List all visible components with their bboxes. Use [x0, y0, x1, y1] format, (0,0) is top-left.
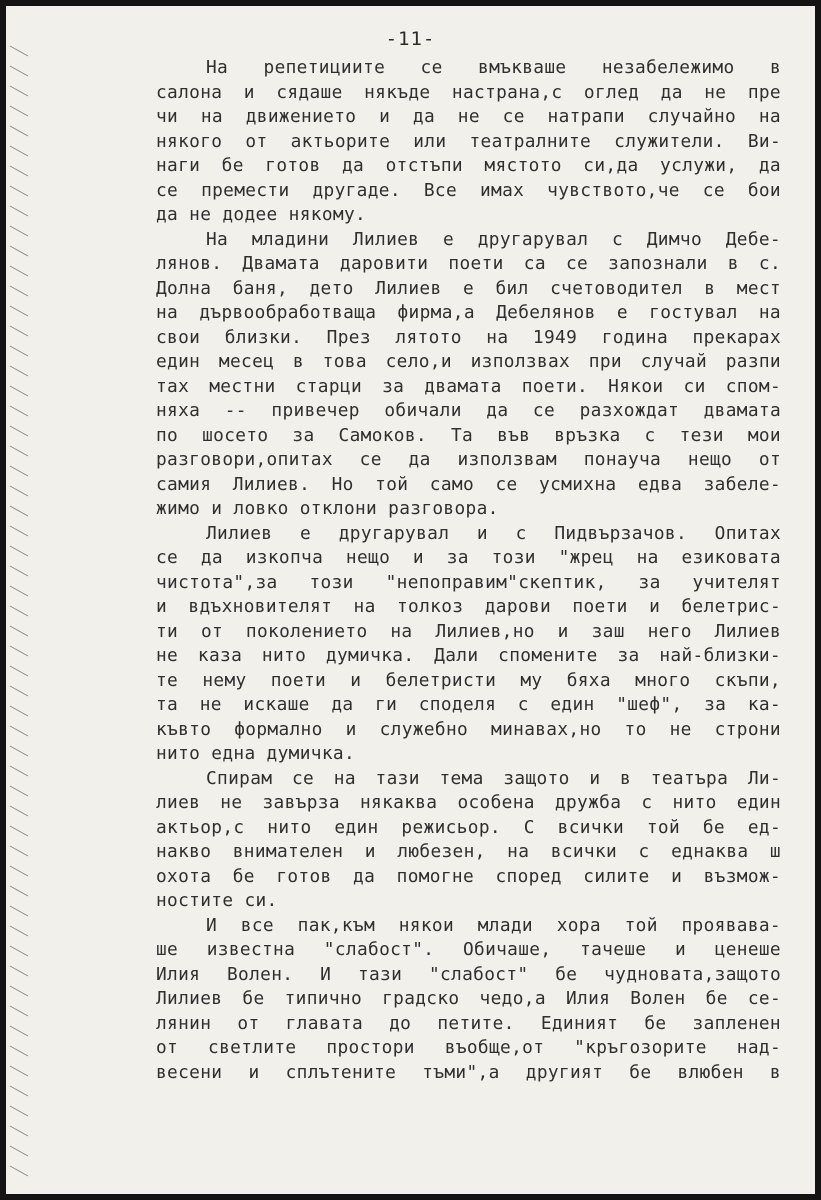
edge-tick	[10, 386, 28, 396]
edge-tick	[10, 846, 28, 856]
page-number: -11-	[385, 28, 436, 50]
left-edge-marks	[6, 6, 34, 1194]
edge-tick	[10, 706, 28, 716]
text-line: да не додее някому.	[156, 204, 367, 225]
text-line: някого от актьорите или театралните служители. Ви-	[156, 130, 781, 152]
text-line: На репетициите се вмъкваше незабележимо в	[206, 57, 781, 78]
text-line: не каза нито думичка. Дали спомените за най-близки-	[156, 645, 781, 666]
edge-tick	[10, 86, 28, 96]
text-line: тах местни старци за двамата поети. Някои си спом-	[156, 375, 781, 397]
text-line: няха -- привечер обичали да се разхождат двамата	[156, 400, 781, 421]
text-line: на дървообработваща фирма,а Дебелянов е гостувал на	[156, 302, 781, 323]
edge-tick	[10, 786, 28, 796]
edge-tick	[10, 106, 28, 116]
edge-tick	[10, 1066, 28, 1076]
text-line: актьор,с нито един режисьор. С всички той бе ед-	[156, 816, 781, 838]
edge-tick	[10, 546, 28, 556]
edge-tick	[10, 566, 28, 576]
text-line: ностите си.	[156, 890, 278, 911]
text-line: се премести другаде. Все имах чувството,че се бои	[156, 179, 781, 201]
edge-tick	[10, 366, 28, 376]
edge-tick	[10, 1026, 28, 1036]
edge-tick	[10, 1106, 28, 1116]
edge-tick	[10, 966, 28, 976]
edge-tick	[10, 266, 28, 276]
edge-tick	[10, 686, 28, 696]
edge-tick	[10, 766, 28, 776]
edge-tick	[10, 246, 28, 256]
edge-tick	[10, 806, 28, 816]
edge-tick	[10, 466, 28, 476]
edge-tick	[10, 946, 28, 956]
edge-tick	[10, 1126, 28, 1136]
text-line: та не искаше да ги споделя с един "шеф", за ка-	[156, 694, 781, 715]
text-line: Лилиев е другарувал и с Пидвързачов. Опитах	[206, 522, 781, 544]
edge-tick	[10, 506, 28, 516]
text-line: свои близки. През лятото на 1949 година прекарах	[156, 326, 781, 348]
edge-tick	[10, 306, 28, 316]
text-line: весени и сплътените тъми",а другият бе влюбен в	[156, 1061, 781, 1083]
text-line: по шосето за Самоков. Та във връзка с тези мои	[156, 424, 781, 446]
edge-tick	[10, 606, 28, 616]
edge-tick	[10, 346, 28, 356]
edge-tick	[10, 526, 28, 536]
text-line: жимо и ловко отклони разговора.	[156, 498, 499, 519]
text-line: Спирам се на тази тема защото и в театъра Ли-	[206, 767, 781, 789]
text-line: лиев не завърза някаква особена дружба с нито един	[156, 792, 781, 813]
edge-tick	[10, 166, 28, 176]
text-line: и вдъхновителят на толкоз дарови поети и белетрис-	[156, 596, 781, 617]
text-line: разговори,опитах се да използвам понауча нещо от	[156, 449, 781, 470]
text-line: те нему поети и белетристи му бяха много скъпи,	[156, 669, 781, 691]
edge-tick	[10, 426, 28, 436]
text-line: от светлите простори въобще,от "кръгозорите над-	[156, 1037, 781, 1058]
text-line: чи на движението и да не се натрапи случайно на	[156, 106, 781, 127]
edge-tick	[10, 286, 28, 296]
edge-tick	[10, 226, 28, 236]
text-line: един месец в това село,и използвах при случай разпи	[156, 351, 781, 372]
text-line: На младини Лилиев е другарувал с Димчо Дебе-	[206, 228, 781, 250]
edge-tick	[10, 146, 28, 156]
edge-tick	[10, 126, 28, 136]
edge-tick	[10, 586, 28, 596]
edge-tick	[10, 1046, 28, 1056]
edge-tick	[10, 926, 28, 936]
edge-tick	[10, 1006, 28, 1016]
text-line: Лилиев бе типично градско чедо,а Илия Волен бе се-	[156, 988, 781, 1009]
text-line: лянин от главата до петите. Единият бе запленен	[156, 1012, 781, 1034]
text-line: ти от поколението на Лилиев,но и заш него Лилиев	[156, 620, 781, 642]
text-line: салона и сядаше някъде настрана,с оглед да не пре	[156, 81, 781, 103]
edge-tick	[10, 66, 28, 76]
edge-tick	[10, 886, 28, 896]
edge-tick	[10, 206, 28, 216]
text-line: Долна баня, дето Лилиев е бил счетоводител в мест	[156, 277, 781, 299]
edge-tick	[10, 446, 28, 456]
text-line: се да изкопча нещо и за този "жрец на езиковата	[156, 547, 781, 568]
text-line: накво внимателен и любезен, на всички с еднаква ш	[156, 841, 781, 862]
text-line: къвто формално и служебно минавах,но то не строни	[156, 718, 781, 740]
edge-tick	[10, 1086, 28, 1096]
text-line: ше известна "слабост". Обичаше, тачеше и ценеше	[156, 939, 781, 960]
text-line: Илия Волен. И тази "слабост" бе чудновата,защото	[156, 963, 781, 985]
edge-tick	[10, 626, 28, 636]
edge-tick	[10, 986, 28, 996]
edge-tick	[10, 726, 28, 736]
edge-tick	[10, 326, 28, 336]
text-line: лянов. Двамата даровити поети са се запознали в с.	[156, 253, 781, 274]
edge-tick	[10, 866, 28, 876]
edge-tick	[10, 906, 28, 916]
text-line: И все пак,към някои млади хора той проявава-	[206, 914, 781, 936]
edge-tick	[10, 1146, 28, 1156]
text-line: охота бе готов да помогне според силите и възмож-	[156, 865, 781, 887]
text-line: нито една думичка.	[156, 743, 355, 764]
text-line: чистота",за този "непоправим"скептик, за учителят	[156, 571, 781, 593]
edge-tick	[10, 1166, 28, 1176]
edge-tick	[10, 666, 28, 676]
edge-tick	[10, 646, 28, 656]
text-line: самия Лилиев. Но той само се усмихна едва забеле-	[156, 473, 781, 495]
edge-tick	[10, 186, 28, 196]
text-line: наги бе готов да отстъпи мястото си,да услужи, да	[156, 155, 781, 176]
edge-tick	[10, 486, 28, 496]
edge-tick	[10, 746, 28, 756]
edge-tick	[10, 406, 28, 416]
edge-tick	[10, 826, 28, 836]
